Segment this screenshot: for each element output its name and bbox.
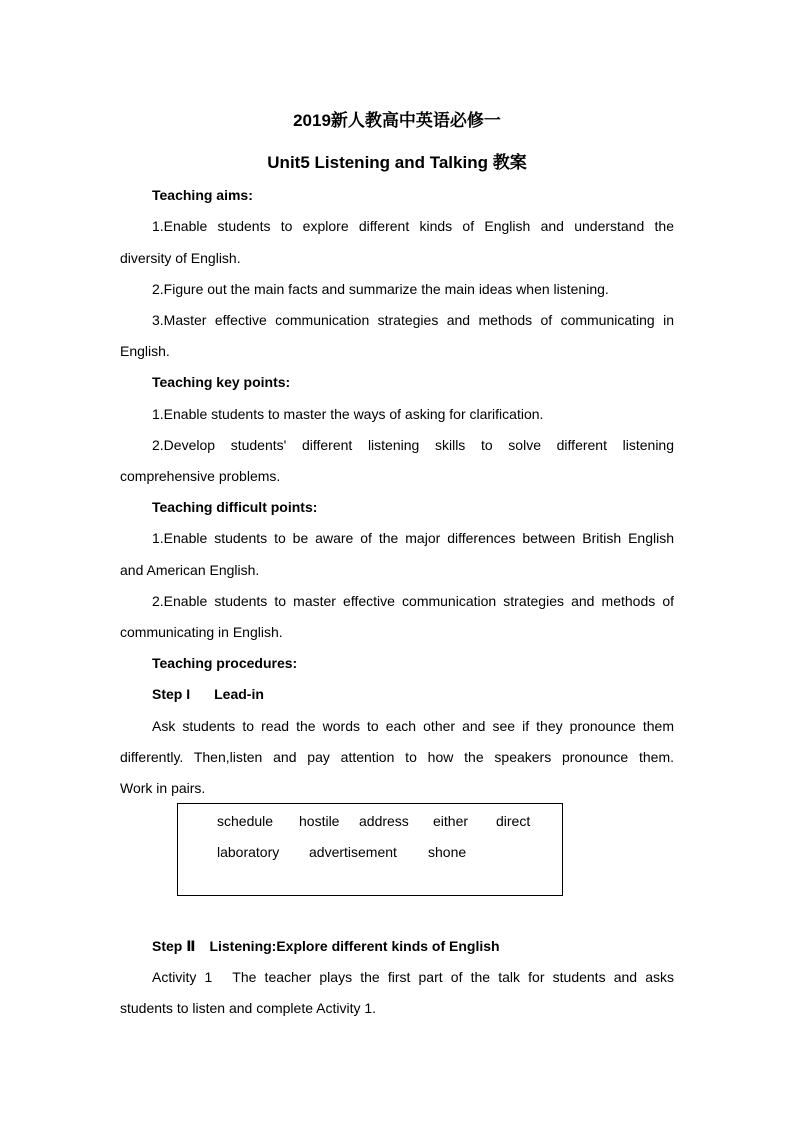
word-item: hostile [299,813,340,829]
step-1-text: Ask students to read the words to each other and see if they pronounce them [152,718,674,734]
page-subtitle: Unit5 Listening and Talking 教案 [267,153,527,172]
step-1-text-cont: differently. Then,listen and pay attention to how the speakers pronounce them. [120,749,674,765]
word-box [177,803,563,896]
aims-item-3: 3.Master effective communication strategies and methods of communicating in [152,312,674,328]
word-item: address [359,813,409,829]
word-item: laboratory [217,844,280,860]
key-points-item-2-cont: comprehensive problems. [120,468,281,484]
aims-item-1: 1.Enable students to explore different kinds of English and understand the [152,218,674,234]
aims-item-1-cont: diversity of English. [120,250,241,266]
activity-1-label: Activity 1 [152,969,213,985]
activity-1-desc: The teacher plays the first part of the talk for students and asks [232,969,674,985]
difficult-points-item-1-cont: and American English. [120,562,260,578]
aims-item-2: 2.Figure out the main facts and summarize the main ideas when listening. [152,281,609,297]
key-points-heading: Teaching key points: [152,374,291,390]
step-2-heading [152,936,674,956]
step-2-title: Listening:Explore different kinds of English [209,938,500,954]
word-item: direct [496,813,531,829]
difficult-points-item-2-cont: communicating in English. [120,624,283,640]
step-1-text-cont-2: Work in pairs. [120,780,206,796]
activity-1-text-cont: students to listen and complete Activity 1. [120,1000,377,1016]
aims-item-3-cont: English. [120,343,170,359]
difficult-points-item-1: 1.Enable students to be aware of the major differences between British English [152,530,674,546]
key-points-item-2: 2.Develop students' different listening skills to solve different listening [152,437,674,453]
word-item: schedule [217,813,274,829]
page-title: 2019新人教高中英语必修一 [293,111,501,130]
word-item: advertisement [309,844,397,860]
procedures-heading: Teaching procedures: [152,655,298,671]
word-item: either [433,813,469,829]
step-1-title: Lead-in [214,686,264,702]
difficult-points-item-2: 2.Enable students to master effective communication strategies and methods of [152,593,674,609]
difficult-points-heading: Teaching difficult points: [152,499,318,515]
step-2-label: Step Ⅱ [152,938,196,954]
activity-1-text [152,967,674,987]
key-points-item-1: 1.Enable students to master the ways of asking for clarification. [152,406,544,422]
step-1-label: Step I [152,686,191,702]
word-item: shone [428,844,467,860]
step-1-heading [152,684,674,704]
aims-heading: Teaching aims: [152,187,253,203]
